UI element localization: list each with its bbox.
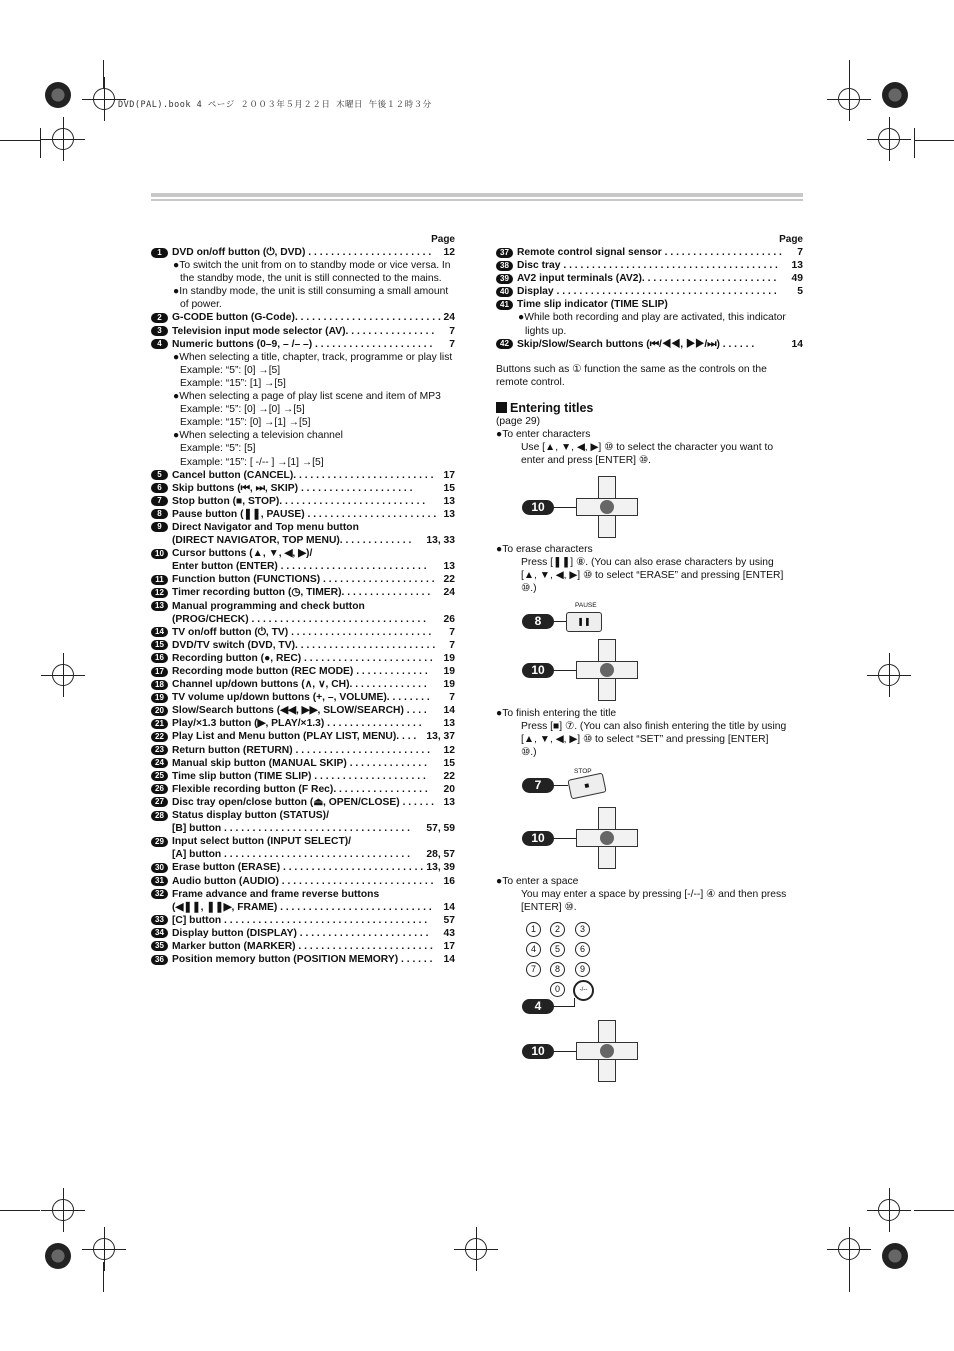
item-label: Audio button (AUDIO) . . . . . . . . . . . . . . . . . . . . . . . . . . . [172, 875, 434, 887]
item-label: Timer recording button (◷, TIMER). . . . . . . . . . . . . . . . [172, 587, 431, 599]
page-column-header: Page [779, 234, 803, 245]
page-column-header: Page [431, 234, 455, 245]
callout-badge: 10 [522, 663, 554, 678]
index-item [151, 652, 455, 665]
item-page: 20 [443, 783, 455, 795]
item-continuation [151, 848, 455, 861]
item-label: Skip/Slow/Search buttons (⏮/◀◀, ▶▶/⏭) . . . . . . [517, 338, 755, 350]
item-number-badge: 24 [151, 758, 168, 768]
index-item [151, 757, 455, 770]
item-note: Example: “5”: [5] [180, 443, 256, 455]
keypad-key-7: 7 [526, 962, 541, 977]
item-label: Manual skip button (MANUAL SKIP) . . . . . . . . . . . . . . [172, 757, 427, 769]
item-label: Pause button (❚❚, PAUSE) . . . . . . . . . . . . . . . . . . . . . . . [172, 508, 437, 520]
callout-badge: 10 [522, 831, 554, 846]
item-label: Recording button (●, REC) . . . . . . . . . . . . . . . . . . . . . . . [172, 652, 433, 664]
item-page: 17 [443, 940, 455, 952]
index-item [151, 508, 455, 521]
item-page: 7 [449, 338, 455, 350]
space-instructions: ●To enter a space You may enter a space by pressing [-/--] ④ and then press [ENTER] ⑩. [496, 876, 787, 914]
item-label: DVD/TV switch (DVD, TV). . . . . . . . . . . . . . . . . . . . . . . . . [172, 639, 436, 651]
crosshair-mark [52, 1199, 74, 1221]
index-item [151, 600, 455, 613]
item-note: ●In standby mode, the unit is still consuming a small amount [173, 286, 449, 298]
index-item [496, 338, 803, 351]
item-number-badge: 26 [151, 784, 168, 794]
cursor-pad-icon [576, 807, 638, 869]
item-number-badge: 42 [496, 339, 513, 349]
index-item [151, 586, 455, 599]
item-page: 22 [443, 770, 455, 782]
item-continuation [151, 534, 455, 547]
registration-mark [882, 1243, 908, 1269]
item-label: [C] button . . . . . . . . . . . . . . . . . . . . . . . . . . . . . . . . . . . . [172, 914, 428, 926]
item-page: 7 [449, 692, 455, 704]
item-page: 16 [443, 875, 455, 887]
item-label: Channel up/down buttons (∧, ∨, CH). . . . . . . . . . . . . . [172, 679, 427, 691]
item-note: Example: “5”: [0] →[5] [180, 364, 281, 376]
item-label: Return button (RETURN) . . . . . . . . . . . . . . . . . . . . . . . . [172, 744, 430, 756]
registration-mark [45, 82, 71, 108]
item-page: 13, 33 [426, 535, 455, 547]
item-number-badge: 34 [151, 928, 168, 938]
item-page: 22 [443, 574, 455, 586]
item-label: Marker button (MARKER) . . . . . . . . . . . . . . . . . . . . . . . . [172, 940, 433, 952]
item-label: Television input mode selector (AV). . . . . . . . . . . . . . . . [172, 325, 435, 337]
item-page: 28, 57 [426, 849, 455, 861]
item-label: DVD on/off button (⏻, DVD) . . . . . . . . . . . . . . . . . . . . . . [172, 247, 432, 258]
item-number-badge: 16 [151, 653, 168, 663]
callout-badge: 4 [522, 999, 554, 1014]
section-title: Entering titles [496, 402, 803, 415]
crosshair-mark [52, 128, 74, 150]
item-continuation [151, 822, 455, 835]
item-note: ●When selecting a television channel [173, 430, 343, 442]
item-number-badge: 3 [151, 326, 168, 336]
index-item [151, 639, 455, 652]
index-item [151, 783, 455, 796]
item-number-badge: 21 [151, 719, 168, 729]
index-item [151, 547, 455, 560]
cursor-pad-icon [576, 1020, 638, 1082]
item-page: 13 [443, 508, 455, 520]
index-item [151, 875, 455, 888]
index-item [151, 809, 455, 822]
item-page: 19 [443, 666, 455, 677]
item-page: 13 [443, 718, 455, 730]
item-label-cont: (PROG/CHECK) . . . . . . . . . . . . . . . . . . . . . . . . . . . . . . . [172, 613, 427, 625]
keypad-key-dash: -/-- [573, 980, 594, 1001]
item-label: Direct Navigator and Top menu button [172, 521, 359, 533]
item-label: Numeric buttons (0–9, – /– –) . . . . . . . . . . . . . . . . . . . . . [172, 338, 433, 350]
item-note: Example: “15”: [0] →[1] →[5] [180, 417, 311, 429]
item-number-badge: 7 [151, 496, 168, 506]
item-note: of power. [180, 299, 222, 311]
item-number-badge: 5 [151, 470, 168, 480]
item-label: Slow/Search buttons (◀◀, ▶▶, SLOW/SEARCH) . . . . [172, 705, 427, 717]
index-item [151, 730, 455, 743]
item-label-cont: [A] button . . . . . . . . . . . . . . . . . . . . . . . . . . . . . . . . . [172, 849, 410, 861]
item-number-badge: 14 [151, 627, 168, 637]
item-note: Example: “5”: [0] →[0] →[5] [180, 404, 305, 416]
item-page: 26 [443, 613, 455, 625]
item-number-badge: 25 [151, 771, 168, 781]
item-page: 19 [443, 679, 455, 691]
item-note: the standby mode, the unit is still connected to the mains. [180, 273, 442, 285]
registration-mark [882, 82, 908, 108]
item-page: 13, 37 [426, 731, 455, 743]
index-item [151, 861, 455, 874]
index-item [151, 914, 455, 927]
item-label: AV2 input terminals (AV2). . . . . . . . . . . . . . . . . . . . . . . . [517, 273, 777, 285]
item-label: TV volume up/down buttons (+, –, VOLUME). . . . . . . . [172, 692, 430, 704]
page-reference: (page 29) [496, 416, 541, 428]
item-page: 43 [443, 927, 455, 939]
index-item [151, 482, 455, 495]
index-item [151, 704, 455, 717]
index-item [151, 940, 455, 953]
crosshair-mark [93, 1238, 115, 1260]
callout-badge: 10 [522, 1044, 554, 1059]
item-page: 13 [443, 561, 455, 573]
item-number-badge: 20 [151, 706, 168, 716]
item-number-badge: 29 [151, 837, 168, 847]
item-note: Example: “15”: [1] →[5] [180, 377, 286, 389]
item-number-badge: 17 [151, 667, 168, 677]
item-label: Flexible recording button (F Rec). . . . . . . . . . . . . . . . . [172, 783, 428, 795]
square-bullet-icon [496, 402, 507, 413]
crosshair-mark [52, 664, 74, 686]
item-page: 57 [443, 914, 455, 926]
item-label-cont: (◀❚❚, ❚❚▶, FRAME) . . . . . . . . . . . . . . . . . . . . . . . . . . . [172, 901, 432, 913]
finish-instructions: ●To finish entering the title Press [■] ⑦. (You can also finish entering the title by using [▲, ▼, ◀, ▶] ⑩ to select “SET” and pressing [ENTER] ⑩.) [496, 708, 787, 759]
item-page: 12 [443, 247, 455, 258]
item-page: 15 [443, 482, 455, 494]
index-item [151, 495, 455, 508]
callout-badge: 10 [522, 500, 554, 515]
crosshair-mark [838, 1238, 860, 1260]
index-item [151, 691, 455, 704]
item-number-badge: 32 [151, 889, 168, 899]
item-number-badge: 19 [151, 693, 168, 703]
item-page: 14 [443, 901, 455, 913]
item-number-badge: 1 [151, 248, 168, 258]
item-number-badge: 9 [151, 522, 168, 532]
index-item [151, 744, 455, 757]
item-page: 13, 39 [426, 862, 455, 874]
stop-label: STOP [574, 768, 592, 775]
index-item [151, 678, 455, 691]
item-number-badge: 35 [151, 941, 168, 951]
header-rule-thin [151, 199, 803, 201]
crosshair-mark [878, 664, 900, 686]
item-label: Time slip button (TIME SLIP) . . . . . . . . . . . . . . . . . . . . [172, 770, 426, 782]
item-label: Function button (FUNCTIONS) . . . . . . . . . . . . . . . . . . . . [172, 574, 435, 586]
item-page: 7 [449, 626, 455, 638]
callout-badge: 8 [522, 614, 554, 629]
item-label: Disc tray . . . . . . . . . . . . . . . . . . . . . . . . . . . . . . . . . . . . . . [517, 260, 778, 272]
item-number-badge: 36 [151, 955, 168, 965]
index-item [151, 770, 455, 783]
item-number-badge: 8 [151, 509, 168, 519]
index-item [496, 298, 803, 311]
cursor-pad-icon [576, 639, 638, 701]
index-item [151, 311, 455, 324]
item-number-badge: 12 [151, 588, 168, 598]
entering-titles-section: Entering titles (page 29) ●To enter characters Use [▲, ▼, ◀, ▶] ⑩ to select the character you want to enter and press [ENTER] ⑩. [496, 402, 803, 467]
item-number-badge: 33 [151, 915, 168, 925]
item-label: Skip buttons (⏮, ⏭, SKIP) . . . . . . . . . . . . . . . . . . . . [172, 482, 413, 494]
item-page: 17 [443, 469, 455, 481]
item-label: Display . . . . . . . . . . . . . . . . . . . . . . . . . . . . . . . . . . . . . . . [517, 286, 777, 298]
item-number-badge: 39 [496, 274, 513, 284]
item-label: Stop button (■, STOP). . . . . . . . . . . . . . . . . . . . . . . . . . [172, 495, 426, 507]
right-column [496, 233, 803, 351]
item-label-cont: Enter button (ENTER) . . . . . . . . . . . . . . . . . . . . . . . . . . [172, 561, 427, 573]
item-page: 13 [443, 495, 455, 507]
item-page: 7 [797, 247, 803, 258]
index-item [151, 338, 455, 351]
item-label: Time slip indicator (TIME SLIP) [517, 299, 668, 311]
crosshair-mark [878, 128, 900, 150]
item-number-badge: 37 [496, 248, 513, 258]
item-number-badge: 27 [151, 797, 168, 807]
callout-badge: 7 [522, 778, 554, 793]
index-item [151, 469, 455, 482]
item-note: lights up. [525, 325, 567, 337]
file-header: DVD(PAL).book 4 ページ ２００３年５月２２日 木曜日 午後１２時３分 [118, 100, 432, 110]
item-number-badge: 6 [151, 483, 168, 493]
item-label: Play/×1.3 button (▶, PLAY/×1.3) . . . . . . . . . . . . . . . . . [172, 718, 422, 730]
index-item [496, 246, 803, 259]
item-label: TV on/off button (⏻, TV) . . . . . . . . . . . . . . . . . . . . . . . . . [172, 626, 432, 638]
index-item [151, 796, 455, 809]
item-label: Input select button (INPUT SELECT)/ [172, 836, 352, 848]
erase-instructions: ●To erase characters Press [❚❚] ⑧. (You can also erase characters by using [▲, ▼, ◀, ▶] ⑩ to select “ERASE” and pressing [ENTER] ⑩.) [496, 544, 784, 595]
index-item [151, 325, 455, 338]
crosshair-mark [838, 88, 860, 110]
keypad-key-9: 9 [575, 962, 590, 977]
item-number-badge: 4 [151, 339, 168, 349]
item-number-badge: 28 [151, 811, 168, 821]
item-label: Disc tray open/close button (⏏, OPEN/CLOSE) . . . . . . [172, 796, 435, 808]
item-page: 49 [791, 273, 803, 285]
item-number-badge: 23 [151, 745, 168, 755]
keypad-key-3: 3 [575, 922, 590, 937]
instruction-heading: ●To enter characters [496, 429, 591, 441]
keypad-key-5: 5 [550, 942, 565, 957]
item-number-badge: 13 [151, 601, 168, 611]
index-item [151, 717, 455, 730]
keypad-key-8: 8 [550, 962, 565, 977]
item-label-cont: (DIRECT NAVIGATOR, TOP MENU). . . . . . . . . . . . . [172, 535, 412, 547]
item-number-badge: 38 [496, 261, 513, 271]
item-label-cont: [B] button . . . . . . . . . . . . . . . . . . . . . . . . . . . . . . . . . [172, 823, 410, 835]
item-note: ●When selecting a page of play list scene and item of MP3 [173, 391, 441, 403]
item-label: Remote control signal sensor . . . . . . . . . . . . . . . . . . . . . [517, 247, 782, 258]
item-continuation [151, 613, 455, 626]
item-number-badge: 2 [151, 313, 168, 323]
index-item [151, 835, 455, 848]
item-page: 14 [791, 338, 803, 350]
item-label: Recording mode button (REC MODE) . . . . . . . . . . . . . [172, 666, 428, 677]
keypad-key-0: 0 [550, 982, 565, 997]
registration-mark [45, 1243, 71, 1269]
keypad-key-2: 2 [550, 922, 565, 937]
item-page: 15 [443, 757, 455, 769]
header-rule [151, 193, 803, 197]
item-page: 13 [443, 796, 455, 808]
item-note: ●To switch the unit from on to standby mode or vice versa. In [173, 260, 451, 272]
item-label: Cancel button (CANCEL). . . . . . . . . . . . . . . . . . . . . . . . . [172, 469, 434, 481]
item-label: Play List and Menu button (PLAY LIST, MENU). . . . [172, 731, 417, 743]
item-label: Position memory button (POSITION MEMORY) . . . . . . [172, 954, 433, 966]
item-number-badge: 11 [151, 575, 168, 585]
item-note: ●While both recording and play are activated, this indicator [518, 312, 786, 324]
pause-label: PAUSE [575, 602, 597, 609]
item-page: 7 [449, 325, 455, 337]
item-label: Status display button (STATUS)/ [172, 810, 329, 822]
item-note: Example: “15”: [ -/-- ] →[1] →[5] [180, 456, 324, 468]
item-number-badge: 18 [151, 680, 168, 690]
pause-button-icon: ❚❚ [566, 612, 602, 632]
index-item [496, 285, 803, 298]
item-page: 12 [443, 744, 455, 756]
index-item [151, 665, 455, 678]
item-label: Cursor buttons (▲, ▼, ◀, ▶)/ [172, 548, 313, 560]
item-label: Display button (DISPLAY) . . . . . . . . . . . . . . . . . . . . . . . [172, 927, 429, 939]
item-number-badge: 30 [151, 863, 168, 873]
index-item [151, 888, 455, 901]
item-label: Frame advance and frame reverse buttons [172, 888, 380, 900]
item-continuation [151, 560, 455, 573]
item-page: 5 [797, 286, 803, 298]
item-page: 7 [449, 639, 455, 651]
left-column [151, 233, 455, 966]
item-page: 14 [443, 705, 455, 717]
index-item [151, 246, 455, 259]
item-label: G-CODE button (G-Code). . . . . . . . . . . . . . . . . . . . . . . . . . [172, 312, 441, 324]
item-page: 19 [443, 652, 455, 664]
item-page: 24 [443, 312, 455, 324]
cursor-pad-icon [576, 476, 638, 538]
index-item [496, 272, 803, 285]
crosshair-mark [93, 88, 115, 110]
item-page: 24 [443, 587, 455, 599]
item-page: 57, 59 [426, 823, 455, 835]
item-continuation [151, 901, 455, 914]
keypad-key-6: 6 [575, 942, 590, 957]
buttons-note: Buttons such as ① function the same as the controls on the remote control. [496, 364, 767, 389]
index-item [151, 573, 455, 586]
index-item [496, 259, 803, 272]
crosshair-mark [878, 1199, 900, 1221]
item-label: Erase button (ERASE) . . . . . . . . . . . . . . . . . . . . . . . . . [172, 862, 424, 874]
keypad-key-4: 4 [526, 942, 541, 957]
index-item [151, 927, 455, 940]
item-number-badge: 31 [151, 876, 168, 886]
index-item [151, 626, 455, 639]
index-item [151, 521, 455, 534]
index-item [151, 953, 455, 966]
item-note: ●When selecting a title, chapter, track, programme or play list [173, 351, 453, 363]
item-number-badge: 41 [496, 300, 513, 310]
item-number-badge: 10 [151, 549, 168, 559]
keypad-key-1: 1 [526, 922, 541, 937]
item-number-badge: 40 [496, 287, 513, 297]
stop-button-icon: ■ [567, 772, 606, 799]
item-page: 14 [443, 954, 455, 966]
crosshair-mark [465, 1238, 487, 1260]
item-label: Manual programming and check button [172, 600, 365, 612]
item-page: 13 [791, 260, 803, 272]
item-number-badge: 15 [151, 640, 168, 650]
item-number-badge: 22 [151, 732, 168, 742]
